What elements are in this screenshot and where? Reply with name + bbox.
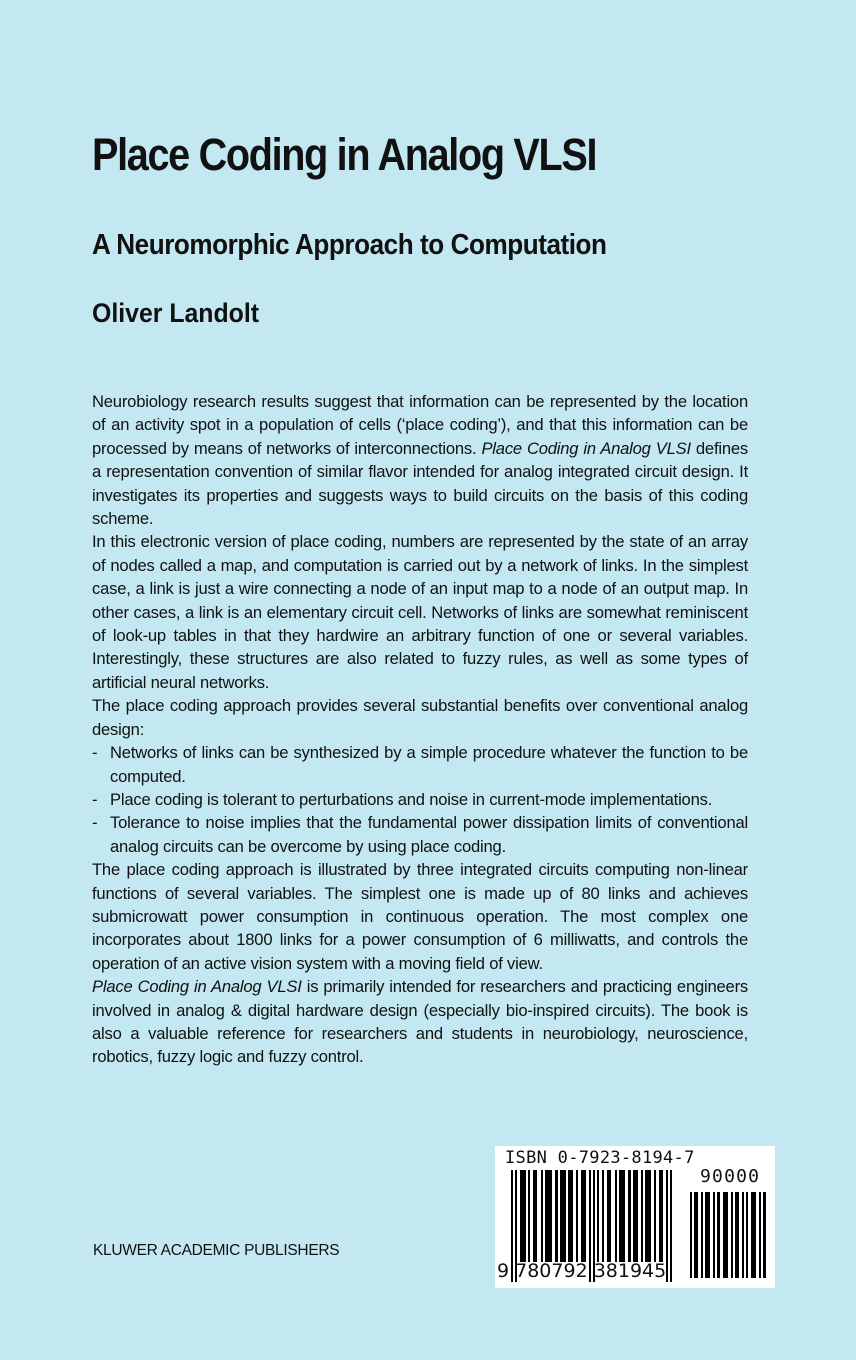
title-reference: Place Coding in Analog VLSI [92,977,302,997]
description-paragraph-2: In this electronic version of place coding, numbers are represented by the state of an array of nodes called a map, and computation is carried out by a network of links. In the simplest case, a link is just a wire connecting a node of an input map to a node of an output map. In other cases, a link is an elementary circuit cell. Networks of links are somewhat reminiscent of look-up tables in that they hardwire an arbitrary function of one or several variables. Interestingly, these structures are also related to fuzzy rules, as well as some types of artificial neural networks. [92,532,748,692]
list-item: - Networks of links can be synthesized by a simple procedure whatever the function to be computed. [92,743,748,786]
publisher-name: KLUWER ACADEMIC PUBLISHERS [93,1242,340,1259]
title-reference: Place Coding in Analog VLSI [481,438,691,458]
dash-bullet-icon: - [92,743,98,763]
isbn-label: ISBN 0-7923-8194-7 [505,1148,695,1168]
ean-number: 9 780792 381945 [497,1260,667,1282]
dash-bullet-icon: - [92,789,98,809]
book-description [92,390,748,1069]
description-paragraph-5: Place Coding in Analog VLSI is primarily intended for researchers and practicing engineers involved in analog & digital hardware design (especially bio-inspired circuits). The book is also a valuable reference for researchers and students in neurobiology, neuroscience, robotics, fuzzy logic and fuzzy control. [92,977,748,1067]
book-subtitle: A Neuromorphic Approach to Computation [92,229,607,261]
book-title: Place Coding in Analog VLSI [92,129,597,180]
list-item: - Place coding is tolerant to perturbations and noise in current-mode implementations. [92,788,748,811]
price-addon-code: 90000 [700,1166,761,1187]
description-paragraph-1: Neurobiology research results suggest that information can be represented by the location of an activity spot in a population of cells (‘place coding’), and that this information can be processed by means of networks of interconnections. Place Coding in Analog VLSI defines a representation convention of similar flavor intended for analog integrated circuit design. It investigates its properties and suggests ways to build circuits on the basis of this coding scheme. [92,392,749,529]
description-paragraph-3: The place coding approach provides several substantial benefits over conventional analog design: [92,696,748,739]
author-name: Oliver Landolt [92,298,260,328]
isbn-barcode [495,1146,775,1288]
description-paragraph-4: The place coding approach is illustrated by three integrated circuits computing non-linear functions of several variables. The simplest one is made up of 80 links and achieves submicrowatt power consumption in continuous operation. The most complex one incorporates about 1800 links for a power consumption of 6 milliwatts, and controls the operation of an active vision system with a moving field of view. [92,860,748,973]
list-item: - Tolerance to noise implies that the fundamental power dissipation limits of conventional analog circuits can be overcome by using place coding. [92,813,748,856]
addon-barcode-bars-icon [690,1192,766,1278]
benefits-list [92,741,748,858]
dash-bullet-icon: - [92,813,98,833]
